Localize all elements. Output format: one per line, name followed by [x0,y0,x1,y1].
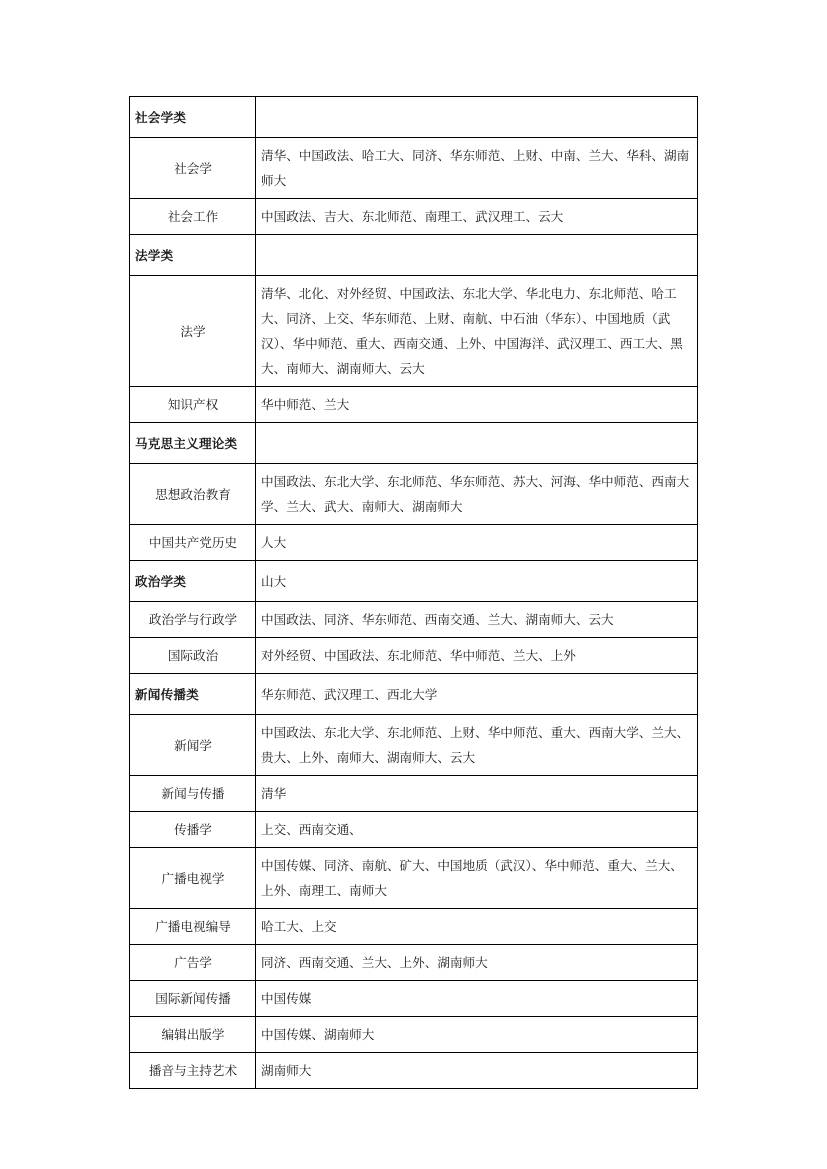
schools-cell [256,423,698,464]
subject-name-cell: 社会工作 [130,199,256,235]
schools-cell: 同济、西南交通、兰大、上外、湖南师大 [256,945,698,981]
table-row [130,276,698,387]
table-row [130,464,698,525]
schools-cell: 中国政法、同济、华东师范、西南交通、兰大、湖南师大、云大 [256,602,698,638]
subject-name-cell: 社会学 [130,138,256,199]
schools-cell: 人大 [256,525,698,561]
subject-name-cell: 政治学与行政学 [130,602,256,638]
schools-cell: 华东师范、武汉理工、西北大学 [256,674,698,715]
schools-cell: 上交、西南交通、 [256,812,698,848]
schools-cell: 中国政法、吉大、东北师范、南理工、武汉理工、云大 [256,199,698,235]
category-name-cell: 新闻传播类 [130,674,256,715]
category-row [130,97,698,138]
majors-table-container [129,96,697,1089]
schools-cell: 清华、北化、对外经贸、中国政法、东北大学、华北电力、东北师范、哈工大、同济、上交、华东师范、上财、南航、中石油（华东）、中国地质（武汉）、华中师范、重大、西南交通、上外、中国海洋、武汉理工、西工大、黑大、南师大、湖南师大、云大 [256,276,698,387]
category-name-cell: 法学类 [130,235,256,276]
schools-cell: 中国传媒、同济、南航、矿大、中国地质（武汉）、华中师范、重大、兰大、上外、南理工、南师大 [256,848,698,909]
category-row [130,561,698,602]
schools-cell: 清华 [256,776,698,812]
category-name-cell: 社会学类 [130,97,256,138]
schools-cell: 哈工大、上交 [256,909,698,945]
table-row [130,1017,698,1053]
table-row [130,812,698,848]
table-row [130,981,698,1017]
schools-cell: 中国政法、东北大学、东北师范、华东师范、苏大、河海、华中师范、西南大学、兰大、武大、南师大、湖南师大 [256,464,698,525]
category-row [130,235,698,276]
schools-cell: 中国传媒 [256,981,698,1017]
subject-name-cell: 新闻与传播 [130,776,256,812]
category-row [130,674,698,715]
subject-name-cell: 中国共产党历史 [130,525,256,561]
category-name-cell: 政治学类 [130,561,256,602]
subject-name-cell: 传播学 [130,812,256,848]
majors-schools-table [129,96,698,1089]
schools-cell: 清华、中国政法、哈工大、同济、华东师范、上财、中南、兰大、华科、湖南师大 [256,138,698,199]
table-row [130,638,698,674]
subject-name-cell: 广告学 [130,945,256,981]
table-row [130,945,698,981]
table-body [130,97,698,1089]
category-row [130,423,698,464]
table-row [130,387,698,423]
table-row [130,848,698,909]
category-name-cell: 马克思主义理论类 [130,423,256,464]
subject-name-cell: 知识产权 [130,387,256,423]
table-row [130,138,698,199]
schools-cell: 山大 [256,561,698,602]
table-row [130,525,698,561]
table-row [130,776,698,812]
table-row [130,715,698,776]
schools-cell [256,235,698,276]
subject-name-cell: 国际新闻传播 [130,981,256,1017]
subject-name-cell: 新闻学 [130,715,256,776]
subject-name-cell: 编辑出版学 [130,1017,256,1053]
subject-name-cell: 法学 [130,276,256,387]
schools-cell: 中国传媒、湖南师大 [256,1017,698,1053]
subject-name-cell: 播音与主持艺术 [130,1053,256,1089]
schools-cell: 对外经贸、中国政法、东北师范、华中师范、兰大、上外 [256,638,698,674]
schools-cell: 中国政法、东北大学、东北师范、上财、华中师范、重大、西南大学、兰大、贵大、上外、南师大、湖南师大、云大 [256,715,698,776]
table-row [130,602,698,638]
subject-name-cell: 广播电视学 [130,848,256,909]
table-row [130,909,698,945]
table-row [130,199,698,235]
subject-name-cell: 国际政治 [130,638,256,674]
subject-name-cell: 思想政治教育 [130,464,256,525]
subject-name-cell: 广播电视编导 [130,909,256,945]
schools-cell [256,97,698,138]
schools-cell: 华中师范、兰大 [256,387,698,423]
schools-cell: 湖南师大 [256,1053,698,1089]
table-row [130,1053,698,1089]
